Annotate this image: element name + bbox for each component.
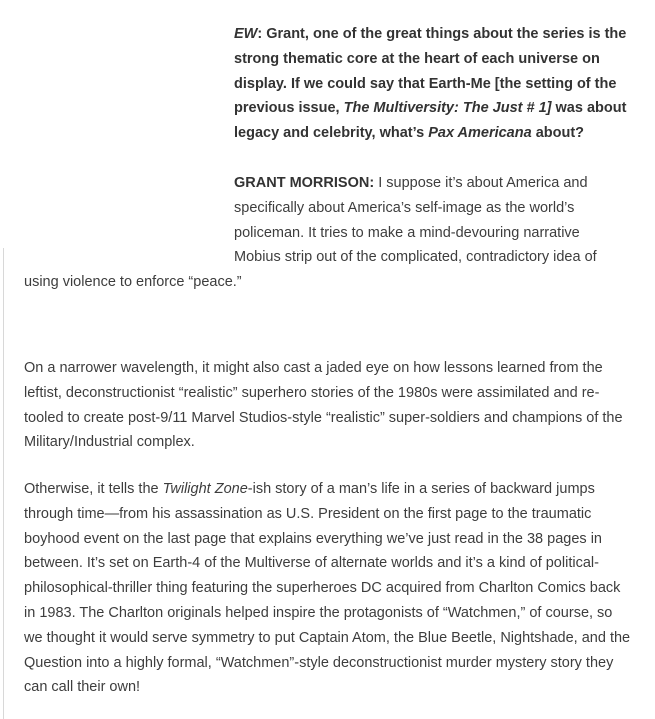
question-text-3: about?	[531, 125, 585, 142]
interviewer-name: EW	[234, 26, 258, 42]
blockquote-rule	[3, 248, 4, 719]
paragraph-2	[24, 477, 634, 700]
answer-line-1: I suppose it’s about America and	[374, 175, 588, 191]
paragraph-2-lead: Otherwise, it tells the	[24, 481, 163, 497]
interview-question	[234, 22, 644, 146]
question-title-italic: The Multiversity: The Just # 1]	[343, 100, 552, 117]
question-text-1: : Grant, one of the great things about the series is the strong thematic core at the heart of each universe on display. If we could say that Earth-Me [the setting of the previous issue,	[234, 26, 627, 117]
question-pax-italic: Pax Americana	[428, 125, 532, 142]
question-text-2: was about legacy and celebrity, what’s	[234, 100, 627, 142]
answer-line-5: using violence to enforce “peace.”	[24, 274, 242, 291]
paragraph-2-italic: Twilight Zone	[162, 481, 248, 497]
answer-line-3: policeman. It tries to make a mind-devouring narrative	[234, 224, 580, 241]
answer-indented	[24, 171, 639, 270]
answer-line-2: specifically about America’s self-image as the world’s	[234, 199, 575, 216]
paragraph-2-rest: -ish story of a man’s life in a series of backward jumps through time—from his assassination as U.S. President on the first page to the traumatic boyhood event on the last page that explains everything we’ve just read in the 38 pages in between. It’s set on Earth-4 of the Multiverse of alternate worlds and it’s a kind of political-philosophical-thriller thing featuring the superheroes DC acquired from Charlton Comics back in 1983. The Charlton originals helped inspire the protagonists of “Watchmen,” of course, so we thought it would serve symmetry to put Captain Atom, the Blue Beetle, Nightshade, and the Question into a highly formal, “Watchmen”-style deconstructionist murder mystery story they can call their own!	[24, 481, 631, 696]
paragraph-1: On a narrower wavelength, it might also cast a jaded eye on how lessons learned from the leftist, deconstructionist “realistic” superhero stories of the 1980s were assimilated and re-tooled to create post-9/11 Marvel Studios-style “realistic” super-soldiers and champions of the Military/Industrial complex.	[24, 360, 623, 451]
answer-speaker: GRANT MORRISON:	[234, 175, 375, 191]
interview-answer	[24, 171, 639, 295]
answer-line-4: Mobius strip out of the complicated, contradictory idea of	[234, 249, 597, 266]
